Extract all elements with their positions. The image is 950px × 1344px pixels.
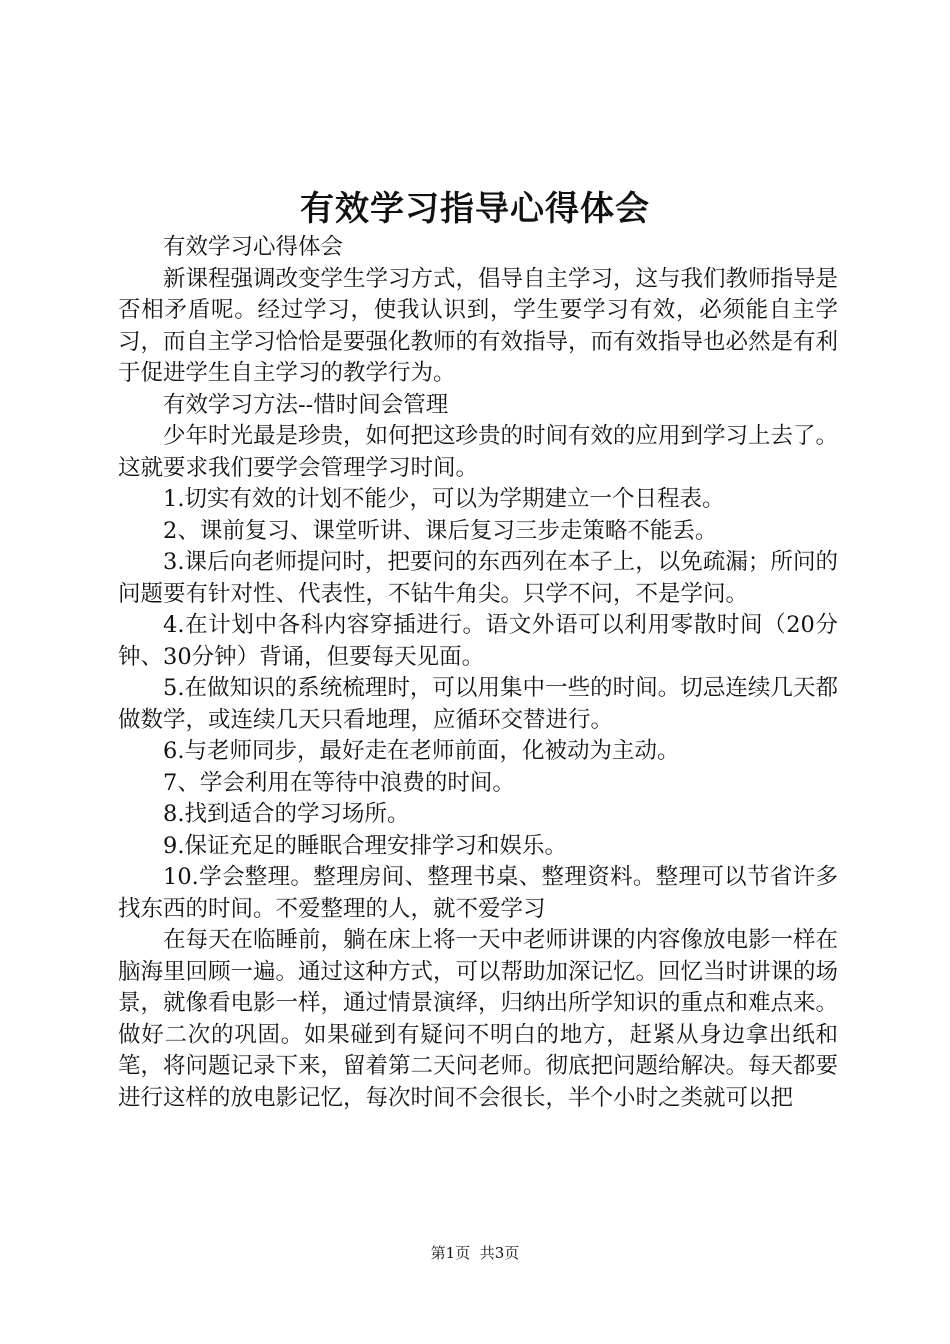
paragraph-subtitle: 有效学习心得体会: [163, 234, 344, 260]
paragraph-section-heading: 有效学习方法--惜时间会管理: [163, 391, 449, 418]
list-item-6: 6.与老师同步，最好走在老师前面，化被动为主动。: [163, 738, 680, 764]
page-footer: [0, 1242, 950, 1264]
page-total: 共3页: [479, 1244, 520, 1262]
list-item-5: 5.在做知识的系统梳理时，可以用集中一些的时间。切忌连续几天都做数学，或连续几天只看地理，应循环交替进行。: [118, 675, 838, 733]
list-item-10: 10.学会整理。整理房间、整理书桌、整理资料。整理可以节省许多找东西的时间。不爱整理的人，就不爱学习: [118, 864, 838, 922]
list-item-3: 3.课后向老师提问时，把要问的东西列在本子上，以免疏漏；所问的问题要有针对性、代表性，不钻牛角尖。只学不问，不是学问。: [118, 549, 838, 607]
paragraph-time-management: 少年时光最是珍贵，如何把这珍贵的时间有效的应用到学习上去了。这就要求我们要学会管理学习时间。: [118, 423, 839, 481]
document-body: [118, 232, 838, 1114]
paragraph-review-method: 在每天在临睡前，躺在床上将一天中老师讲课的内容像放电影一样在脑海里回顾一遍。通过这种方式，可以帮助加深记忆。回忆当时讲课的场景，就像看电影一样，通过情景演绎，归纳出所学知识的重点和难点来。做好二次的巩固。如果碰到有疑问不明白的地方，赶紧从身边拿出纸和笔，将问题记录下来，留着第二天问老师。彻底把问题给解决。每天都要进行这样的放电影记忆，每次时间不会很长，半个小时之类就可以把: [118, 927, 839, 1111]
list-item-8: 8.找到适合的学习场所。: [163, 801, 410, 827]
list-item-9: 9.保证充足的睡眠合理安排学习和娱乐。: [163, 832, 567, 859]
document-title: 有效学习指导心得体会: [300, 189, 650, 229]
page-number: 第1页: [430, 1244, 471, 1262]
list-item-4: 4.在计划中各科内容穿插进行。语文外语可以利用零散时间（20分钟、30分钟）背诵，但要每天见面。: [118, 612, 838, 670]
list-item-2: 2、课前复习、课堂听讲、课后复习三步走策略不能丢。: [163, 517, 718, 544]
paragraph-intro: 新课程强调改变学生学习方式，倡导自主学习，这与我们教师指导是否相矛盾呢。经过学习，使我认识到，学生要学习有效，必须能自主学习，而自主学习恰恰是要强化教师的有效指导，而有效指导也必然是有利于促进学生自主学习的教学行为。: [118, 265, 839, 386]
list-item-1: 1.切实有效的计划不能少，可以为学期建立一个日程表。: [163, 486, 725, 512]
list-item-7: 7、学会利用在等待中浪费的时间。: [163, 769, 515, 796]
